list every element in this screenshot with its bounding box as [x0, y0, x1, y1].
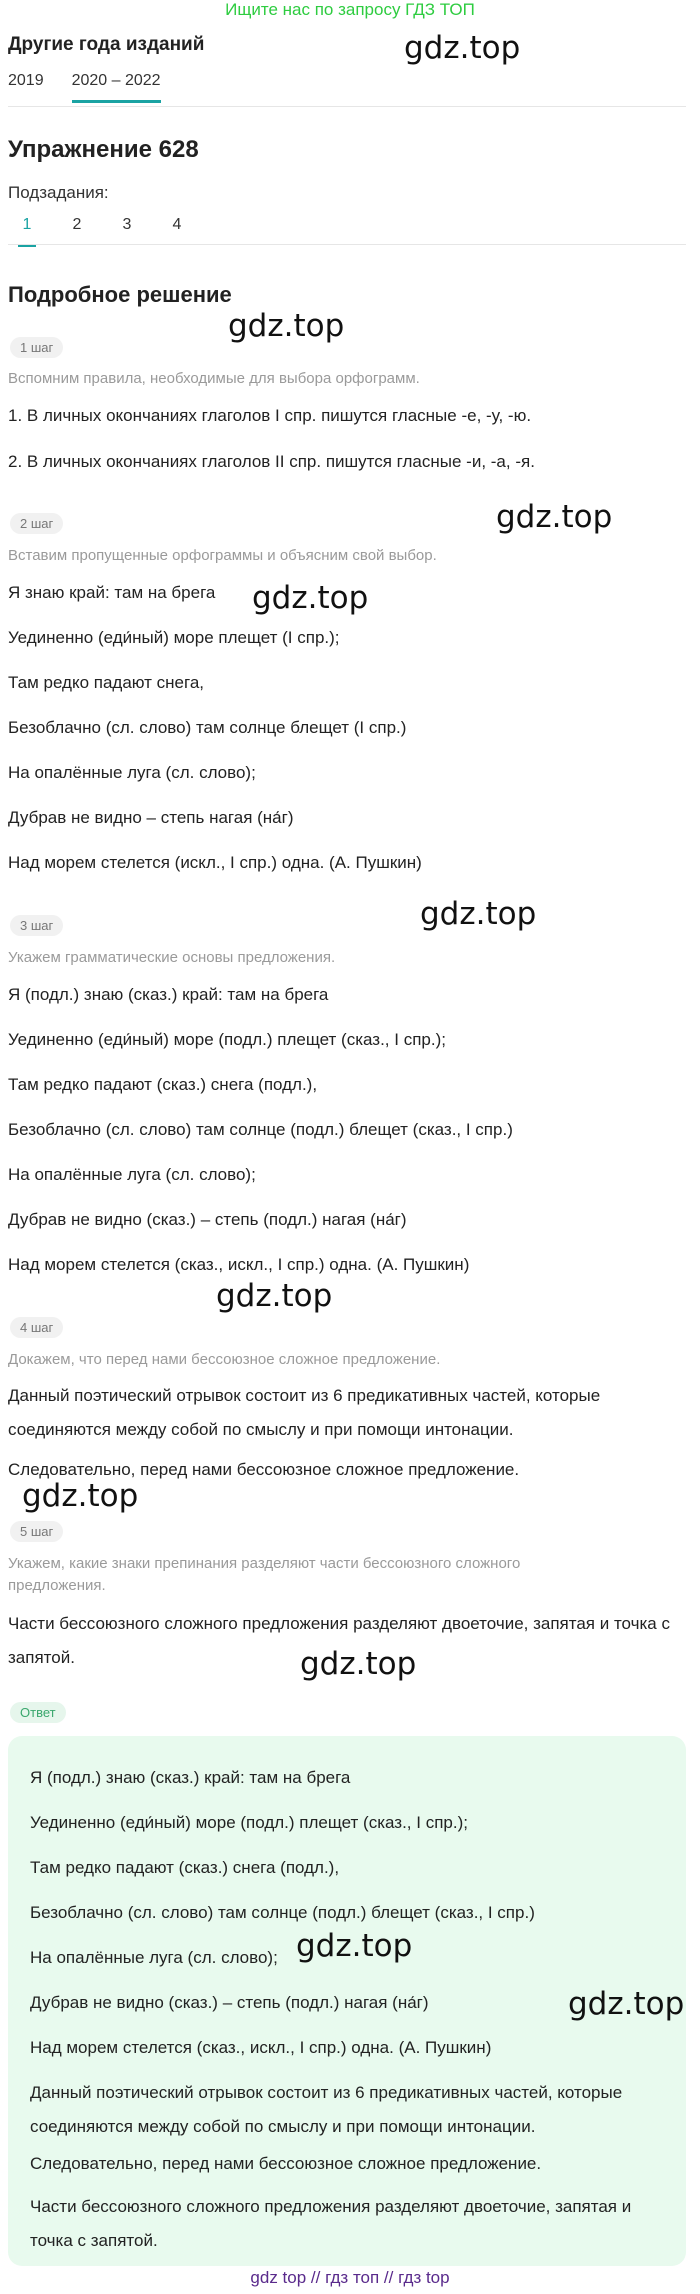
- step-line: Дубрав не видно – степь нагая (на́г): [8, 808, 294, 827]
- watermark: gdz.top: [252, 580, 369, 616]
- answer-paragraph: Данный поэтический отрывок состоит из 6 предикативных частей, которые соединяются между собой по смыслу и при помощи интонации.: [30, 2083, 623, 2136]
- watermark: gdz.top: [296, 1928, 413, 1964]
- exercise-title: Упражнение 628: [8, 136, 199, 163]
- watermark: gdz.top: [420, 896, 537, 932]
- answer-line: Над морем стелется (сказ., искл., I спр.) одна. (А. Пушкин): [30, 2038, 492, 2057]
- step-line: Дубрав не видно (сказ.) – степь (подл.) нагая (на́г): [8, 1210, 407, 1229]
- watermark: gdz.top: [300, 1646, 417, 1682]
- solution-title: Подробное решение: [8, 282, 232, 307]
- step-hint: Докажем, что перед нами бессоюзное сложное предложение.: [8, 1351, 441, 1368]
- watermark: gdz.top: [404, 30, 521, 66]
- year-tabs: [8, 72, 161, 103]
- step-line: Там редко падают (сказ.) снега (подл.),: [8, 1075, 318, 1094]
- year-tab-2020-2022[interactable]: 2020 – 2022: [72, 72, 161, 103]
- step-line: 1. В личных окончаниях глаголов I спр. пишутся гласные -е, -у, -ю.: [8, 406, 532, 425]
- step-badge: 1 шаг: [10, 337, 63, 358]
- subtask-tab-4[interactable]: 4: [172, 216, 182, 233]
- step-paragraph: Части бессоюзного сложного предложения разделяют двоеточие, запятая и точка с запятой.: [8, 1614, 670, 1667]
- footer-links[interactable]: gdz top // гдз топ // гдз top: [250, 2268, 450, 2287]
- answer-paragraph: Следовательно, перед нами бессоюзное сложное предложение.: [30, 2154, 542, 2173]
- step-line: Безоблачно (сл. слово) там солнце блещет (I спр.): [8, 718, 407, 737]
- step-badge: 3 шаг: [10, 915, 63, 936]
- watermark: gdz.top: [228, 308, 345, 344]
- step-hint: Укажем грамматические основы предложения.: [8, 949, 336, 966]
- answer-line: Я (подл.) знаю (сказ.) край: там на брега: [30, 1768, 351, 1787]
- subtask-tabs: [18, 216, 186, 247]
- answer-line: Дубрав не видно (сказ.) – степь (подл.) нагая (на́г): [30, 1993, 429, 2012]
- step-line: Безоблачно (сл. слово) там солнце (подл.) блещет (сказ., I спр.): [8, 1120, 513, 1139]
- step-line: Я знаю край: там на брега: [8, 583, 216, 602]
- divider: [8, 106, 686, 107]
- step-line: Я (подл.) знаю (сказ.) край: там на брега: [8, 985, 329, 1004]
- watermark: gdz.top: [496, 499, 613, 535]
- subtasks-label: Подзадания:: [8, 183, 109, 202]
- step-badge: 4 шаг: [10, 1317, 63, 1338]
- watermark: gdz.top: [22, 1478, 139, 1514]
- answer-line: Безоблачно (сл. слово) там солнце (подл.) блещет (сказ., I спр.): [30, 1903, 535, 1922]
- subtask-tab-1[interactable]: 1: [18, 216, 36, 247]
- step-paragraph: Данный поэтический отрывок состоит из 6 предикативных частей, которые соединяются между собой по смыслу и при помощи интонации.: [8, 1386, 601, 1439]
- step-line: На опалённые луга (сл. слово);: [8, 1165, 256, 1184]
- step-line: Уединенно (еди́ный) море плещет (I спр.);: [8, 628, 340, 647]
- step-line: Над морем стелется (сказ., искл., I спр.) одна. (А. Пушкин): [8, 1255, 470, 1274]
- answer-paragraph: Части бессоюзного сложного предложения разделяют двоеточие, запятая и точка с запятой.: [30, 2197, 632, 2250]
- divider: [8, 244, 686, 245]
- step-paragraph: Следовательно, перед нами бессоюзное сложное предложение.: [8, 1460, 520, 1479]
- step-badge: 5 шаг: [10, 1521, 63, 1542]
- step-line: Уединенно (еди́ный) море (подл.) плещет (сказ., I спр.);: [8, 1030, 446, 1049]
- step-line: На опалённые луга (сл. слово);: [8, 763, 256, 782]
- answer-line: Уединенно (еди́ный) море (подл.) плещет (сказ., I спр.);: [30, 1813, 468, 1832]
- step-hint: Укажем, какие знаки препинания разделяют части бессоюзного сложного предложения.: [8, 1555, 521, 1594]
- search-banner: Ищите нас по запросу ГДЗ ТОП: [225, 0, 475, 19]
- other-years-title: Другие года изданий: [8, 34, 205, 55]
- answer-badge: Ответ: [10, 1702, 66, 1723]
- step-line: Над морем стелется (искл., I спр.) одна. (А. Пушкин): [8, 853, 422, 872]
- step-hint: Вспомним правила, необходимые для выбора орфограмм.: [8, 370, 420, 387]
- watermark: gdz.top: [216, 1278, 333, 1314]
- year-tab-2019[interactable]: 2019: [8, 72, 44, 89]
- step-hint: Вставим пропущенные орфограммы и объясним свой выбор.: [8, 547, 437, 564]
- subtask-tab-3[interactable]: 3: [122, 216, 132, 233]
- watermark: gdz.top: [568, 1986, 685, 2022]
- step-line: Там редко падают снега,: [8, 673, 205, 692]
- step-badge: 2 шаг: [10, 513, 63, 534]
- step-line: 2. В личных окончаниях глаголов II спр. пишутся гласные -и, -а, -я.: [8, 452, 535, 471]
- subtask-tab-2[interactable]: 2: [72, 216, 82, 233]
- answer-line: На опалённые луга (сл. слово);: [30, 1948, 278, 1967]
- answer-line: Там редко падают (сказ.) снега (подл.),: [30, 1858, 340, 1877]
